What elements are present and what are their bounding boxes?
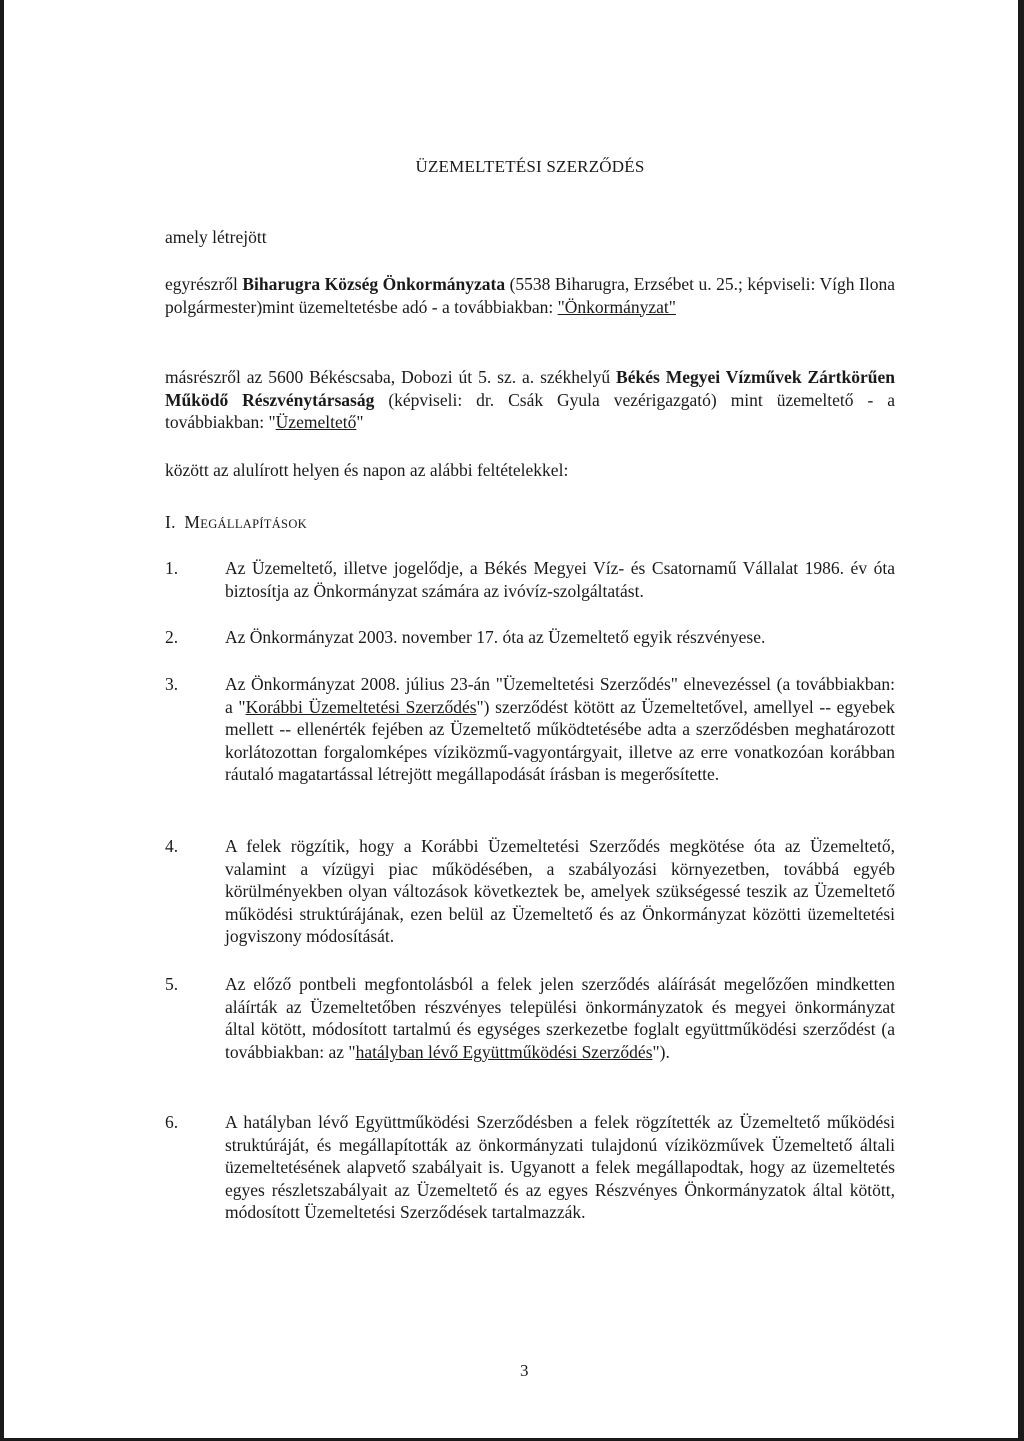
- party-2-alias: Üzemeltető: [275, 412, 357, 433]
- item-number: 5.: [165, 974, 179, 994]
- party-2-alias-close: ": [356, 412, 364, 433]
- item-number: 4.: [165, 836, 179, 856]
- document-title: ÜZEMELTETÉSI SZERZŐDÉS: [415, 157, 645, 176]
- item-text-defined-term: Korábbi Üzemeltetési Szerződés: [245, 696, 477, 717]
- party-2-name: Békés Megyei Vízművek Zártkörűen Működő Részvénytársaság: [165, 367, 895, 410]
- section-roman: I.: [165, 512, 176, 532]
- party-1-alias: "Önkormányzat": [557, 296, 676, 317]
- party-1-pre: egyrészről: [165, 274, 243, 294]
- party-1-paragraph: [165, 273, 895, 318]
- item-number: 1.: [165, 558, 179, 578]
- between-line: között az alulírott helyen és napon az alábbi feltételekkel:: [165, 460, 569, 480]
- section-heading: [165, 511, 307, 536]
- item-text: [225, 973, 895, 1063]
- item-text: [225, 673, 895, 786]
- section-first-letter: M: [184, 512, 201, 532]
- item-number: 2.: [165, 627, 179, 647]
- item-text: A felek rögzítik, hogy a Korábbi Üzemeltetési Szerződés megkötése óta az Üzemeltető, valamint a vízügyi piac működésében, a szabályozási környezetben, továbbá egyéb körülményekben olyan változások következtek be, amelyek szükségessé teszik az Üzemeltető működési struktúrájának, ezen belül az Üzemeltető és az Önkormányzat közötti üzemeltetési jogviszony módosítását.: [225, 836, 895, 947]
- scan-border-right: [1018, 0, 1024, 1441]
- item-number: 3.: [165, 674, 179, 694]
- item-text-post: ").: [652, 1041, 670, 1062]
- item-text-pre: Az Önkormányzat 2008. július 23-án "Üzemeltetési Szerződés" elnevezéssel (a továbbiakban: a ": [225, 674, 895, 717]
- intro-line: amely létrejött: [165, 227, 267, 247]
- item-text-defined-term: hatályban lévő Együttműködési Szerződés: [355, 1041, 653, 1062]
- party-2-paragraph: [165, 366, 895, 434]
- item-number: 6.: [165, 1112, 179, 1132]
- item-text-post: ") szerződést kötött az Üzemeltetővel, amellyel -- egyebek mellett -- ellenérték fejében az Üzemeltető működtetésébe adta a szerződésben meghatározott korlátozottan forgalomképes víziközmű-vagyontárgyait, illetve az erre vonatkozóan korábban ráutaló magatartással létrejött megállapodását írásban is megerősítette.: [225, 696, 895, 785]
- scan-border-left: [0, 0, 4, 1441]
- page-number: 3: [520, 1361, 529, 1380]
- party-2-pre: másrészről az 5600 Békéscsaba, Dobozi út 5. sz. a. székhelyű: [165, 367, 617, 387]
- item-text-pre: Az előző pontbeli megfontolásból a felek jelen szerződés aláírását megelőzően mindketten aláírták az Üzemeltetőben részvényes települési önkormányzatok és megyei önkormányzat által kötött, módosított tartalmú és egységes szerkezetbe foglalt együttműködési szerződést (a továbbiakban: az ": [225, 974, 895, 1062]
- item-text: A hatályban lévő Együttműködési Szerződésben a felek rögzítették az Üzemeltető működési struktúráját, és megállapították az önkormányzati tulajdonú víziközművek Üzemeltető általi üzemeltetésének alapvető szabályait is. Ugyanott a felek megállapodtak, hogy az üzemeltetés egyes részletszabályait az Üzemeltető és az egyes Részvényes Önkormányzatok által kötött, módosított Üzemeltetési Szerződések tartalmazzák.: [225, 1112, 895, 1223]
- party-1-post: (5538 Biharugra, Erzsébet u. 25.; képviseli: Vígh Ilona polgármester)mint üzemeltetésbe adó - a továbbiakban:: [165, 274, 895, 317]
- party-2-post: (képviseli: dr. Csák Gyula vezérigazgató) mint üzemeltető - a továbbiakban:: [165, 389, 895, 433]
- item-text: Az Önkormányzat 2003. november 17. óta az Üzemeltető egyik részvényese.: [225, 627, 766, 647]
- party-1-name: Biharugra Község Önkormányzata: [242, 274, 506, 294]
- item-text: Az Üzemeltető, illetve jogelődje, a Békés Megyei Víz- és Csatornamű Vállalat 1986. év óta biztosítja az Önkormányzat számára az ivóvíz-szolgáltatást.: [225, 558, 895, 601]
- section-rest: EGÁLLAPÍTÁSOK: [200, 517, 307, 531]
- party-2-alias-open: ": [268, 412, 276, 433]
